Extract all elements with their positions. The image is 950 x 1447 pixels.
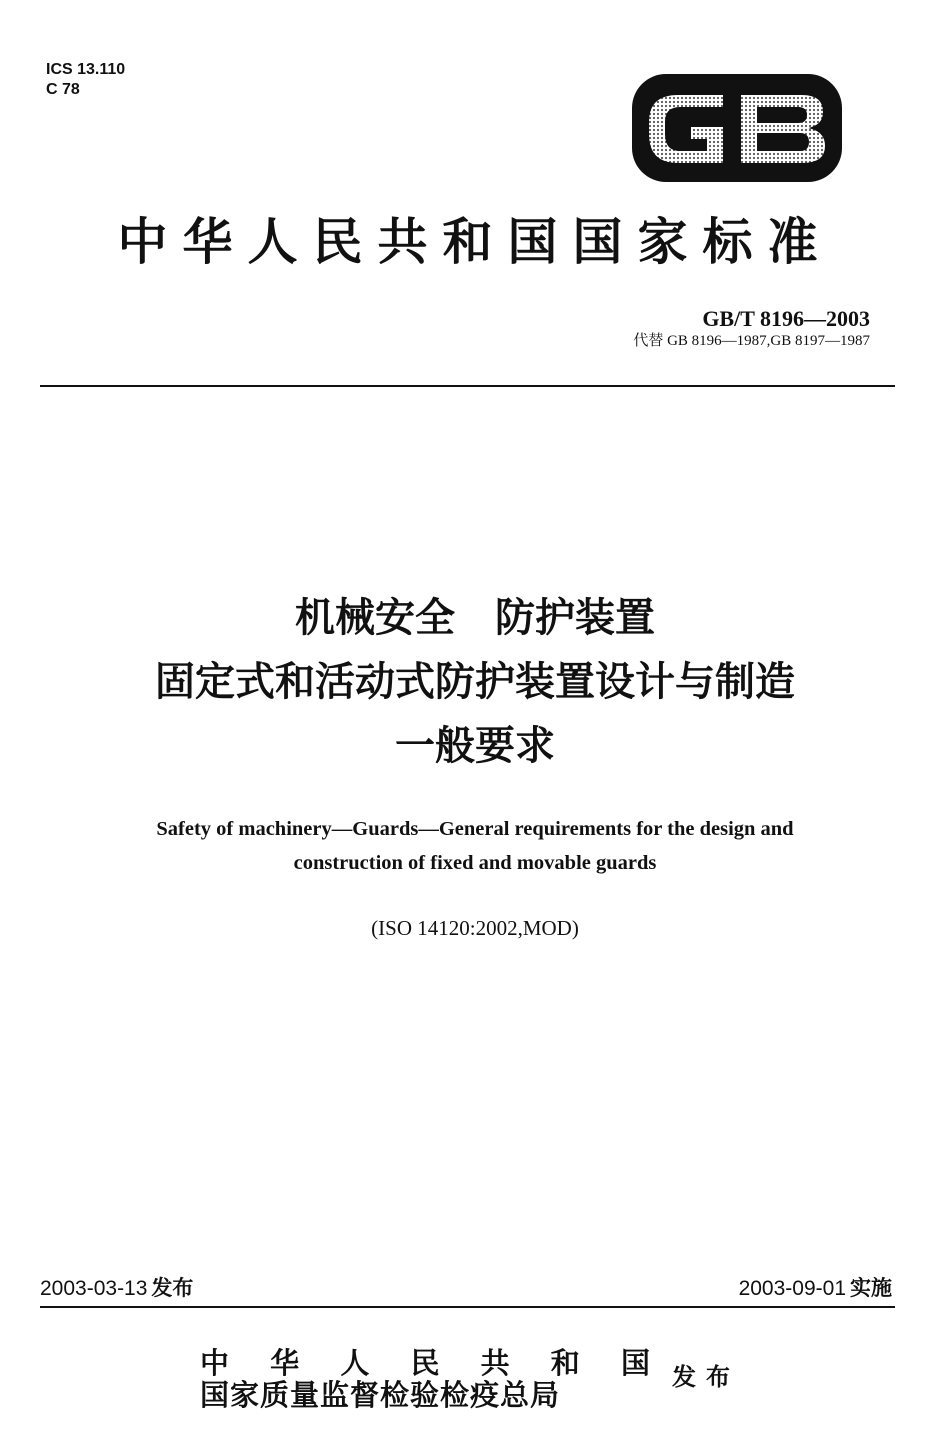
issuer-publish-label: 发布 [672,1362,740,1391]
issuer-char: 国 [620,1346,650,1380]
implementation-date [739,1276,892,1302]
gb-logo [632,72,842,184]
english-title [60,812,890,880]
issue-date-value: 2003-03-13 [40,1277,148,1300]
chinese-title-line-3: 一般要求 [395,723,555,769]
replaces-note: 代替 GB 8196—1987,GB 8197—1987 [633,333,870,349]
issuer-line-2: 国家质量监督检验检疫总局 [200,1378,561,1412]
implementation-date-value: 2003-09-01 [738,1277,846,1300]
chinese-title-line-2: 固定式和活动式防护装置设计与制造 [155,659,795,705]
english-title-line-1: Safety of machinery—Guards—General requirements for the design and [156,818,794,840]
top-divider [40,385,895,387]
chinese-title [40,586,910,778]
ccs-code: C 78 [46,81,80,98]
issuer-char: 和 [550,1346,580,1380]
issuer-char: 共 [480,1346,510,1380]
implementation-date-label: 实施 [850,1277,892,1300]
standard-code: GB/T 8196—2003 [702,306,870,331]
issue-date [40,1276,193,1302]
adoption-note: (ISO 14120:2002,MOD) [371,916,579,940]
issuer-char: 人 [340,1346,370,1380]
english-title-line-2: construction of fixed and movable guards [293,852,657,874]
issue-date-label: 发布 [151,1277,194,1300]
issuer-line-1 [200,1346,650,1380]
issuer-char: 民 [410,1346,440,1380]
classification-codes [46,60,125,100]
page-title: 中华人民共和国国家标准 [117,212,833,271]
bottom-divider [40,1306,895,1308]
chinese-title-line-1: 机械安全 防护装置 [295,595,655,641]
issuer-char: 华 [270,1346,300,1380]
issuer-char: 中 [200,1346,230,1380]
ics-code: ICS 13.110 [46,61,126,78]
